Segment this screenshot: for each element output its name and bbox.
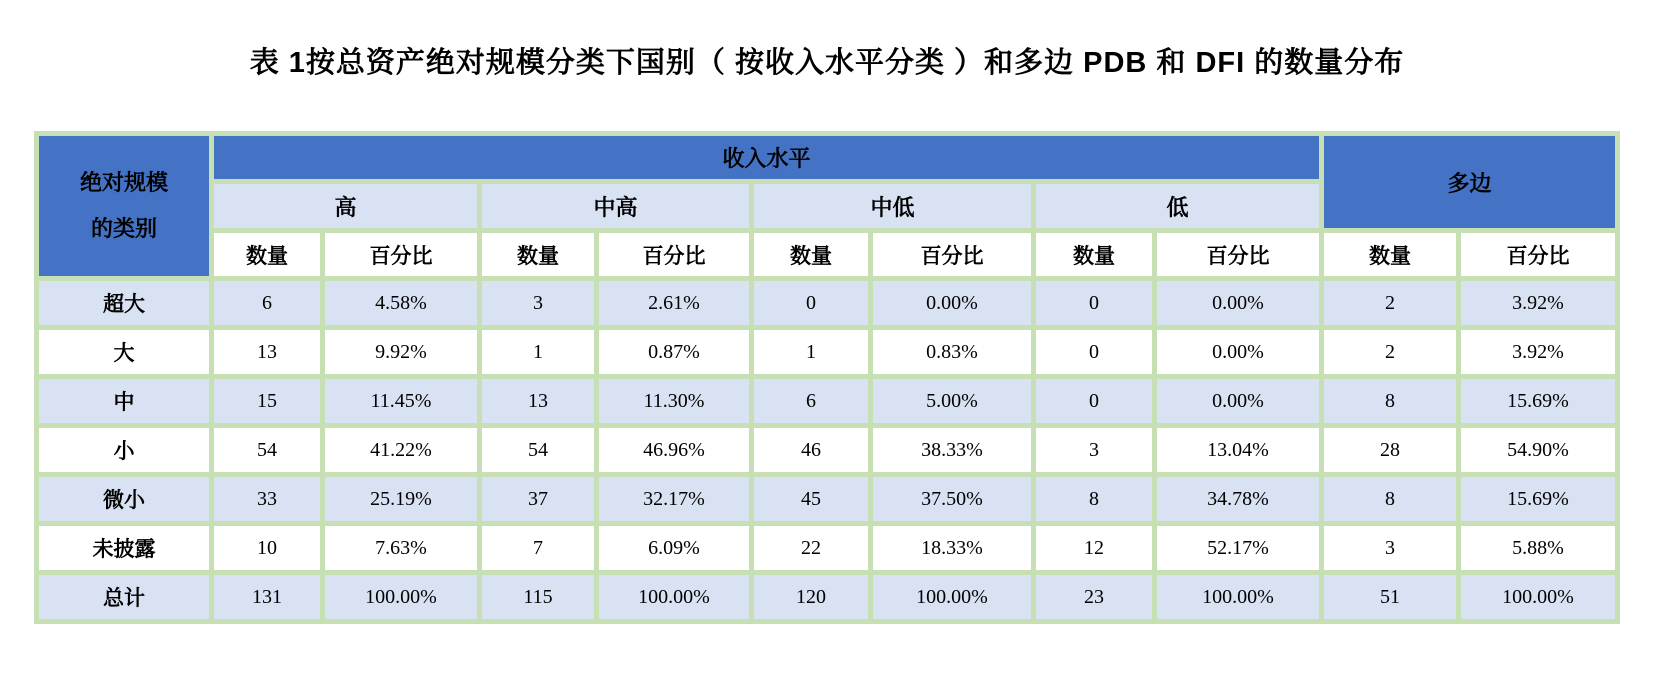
data-cell: 15.69% (1461, 379, 1615, 423)
data-cell: 54 (482, 428, 594, 472)
header-income-low: 低 (1036, 184, 1319, 228)
table-title: 表 1按总资产绝对规模分类下国别（ 按收入水平分类 ）和多边 PDB 和 DFI 的数量分布 (249, 47, 1405, 79)
data-cell: 100.00% (873, 575, 1031, 619)
data-cell: 115 (482, 575, 594, 619)
data-cell: 38.33% (873, 428, 1031, 472)
data-cell: 1 (482, 330, 594, 374)
header-count: 数量 (482, 233, 594, 276)
data-cell: 6 (754, 379, 868, 423)
header-count: 数量 (1324, 233, 1456, 276)
data-cell: 18.33% (873, 526, 1031, 570)
data-cell: 12 (1036, 526, 1152, 570)
data-cell: 10 (214, 526, 320, 570)
data-cell: 3.92% (1461, 330, 1615, 374)
data-cell: 28 (1324, 428, 1456, 472)
row-label: 未披露 (39, 526, 209, 570)
row-label: 总计 (39, 575, 209, 619)
data-cell: 0.00% (873, 281, 1031, 325)
data-cell: 25.19% (325, 477, 477, 521)
header-count: 数量 (214, 233, 320, 276)
data-cell: 13 (482, 379, 594, 423)
data-cell: 46.96% (599, 428, 749, 472)
data-cell: 34.78% (1157, 477, 1319, 521)
header-absolute-size-line2: 的类别 (90, 216, 157, 241)
header-count: 数量 (1036, 233, 1152, 276)
data-cell: 7.63% (325, 526, 477, 570)
row-label: 大 (39, 330, 209, 374)
data-cell: 0.87% (599, 330, 749, 374)
data-cell: 22 (754, 526, 868, 570)
data-cell: 131 (214, 575, 320, 619)
data-cell: 0.00% (1157, 330, 1319, 374)
data-cell: 13.04% (1157, 428, 1319, 472)
data-cell: 46 (754, 428, 868, 472)
data-cell: 100.00% (1157, 575, 1319, 619)
data-cell: 13 (214, 330, 320, 374)
table-row-medium (39, 379, 1615, 423)
data-cell: 3 (1324, 526, 1456, 570)
row-label: 小 (39, 428, 209, 472)
data-cell: 11.30% (599, 379, 749, 423)
table-row-small (39, 428, 1615, 472)
data-cell: 54 (214, 428, 320, 472)
data-cell: 23 (1036, 575, 1152, 619)
data-cell: 0.00% (1157, 281, 1319, 325)
header-percent: 百分比 (873, 233, 1031, 276)
header-count: 数量 (754, 233, 868, 276)
data-cell: 54.90% (1461, 428, 1615, 472)
data-cell: 33 (214, 477, 320, 521)
data-cell: 5.00% (873, 379, 1031, 423)
data-cell: 3.92% (1461, 281, 1615, 325)
data-cell: 51 (1324, 575, 1456, 619)
data-cell: 2 (1324, 281, 1456, 325)
header-income-high: 高 (214, 184, 477, 228)
row-label: 超大 (39, 281, 209, 325)
data-cell: 8 (1036, 477, 1152, 521)
data-cell: 9.92% (325, 330, 477, 374)
data-cell: 52.17% (1157, 526, 1319, 570)
data-cell: 3 (1036, 428, 1152, 472)
header-percent: 百分比 (325, 233, 477, 276)
data-table (34, 131, 1620, 624)
data-cell: 0 (1036, 281, 1152, 325)
table-row-ultra-large (39, 281, 1615, 325)
data-cell: 2 (1324, 330, 1456, 374)
header-absolute-size-line1: 绝对规模 (79, 169, 168, 195)
header-percent: 百分比 (1461, 233, 1615, 276)
data-cell: 15.69% (1461, 477, 1615, 521)
data-cell: 8 (1324, 379, 1456, 423)
data-cell: 0 (1036, 330, 1152, 374)
data-cell: 0 (1036, 379, 1152, 423)
data-cell: 32.17% (599, 477, 749, 521)
data-cell: 3 (482, 281, 594, 325)
header-absolute-size-category (39, 136, 209, 276)
data-cell: 120 (754, 575, 868, 619)
header-percent: 百分比 (1157, 233, 1319, 276)
header-multilateral: 多边 (1324, 136, 1615, 228)
row-label: 微小 (39, 477, 209, 521)
table-row-large (39, 330, 1615, 374)
table-row-total (39, 575, 1615, 619)
data-cell: 11.45% (325, 379, 477, 423)
data-cell: 6 (214, 281, 320, 325)
data-cell: 45 (754, 477, 868, 521)
table-row-micro (39, 477, 1615, 521)
data-cell: 1 (754, 330, 868, 374)
header-income-upper-middle: 中高 (482, 184, 749, 228)
data-cell: 8 (1324, 477, 1456, 521)
header-income-level: 收入水平 (214, 136, 1319, 179)
data-cell: 5.88% (1461, 526, 1615, 570)
data-cell: 2.61% (599, 281, 749, 325)
table-row-undisclosed (39, 526, 1615, 570)
data-cell: 100.00% (325, 575, 477, 619)
data-cell: 7 (482, 526, 594, 570)
data-cell: 0 (754, 281, 868, 325)
data-cell: 37 (482, 477, 594, 521)
data-cell: 0.00% (1157, 379, 1319, 423)
header-income-lower-middle: 中低 (754, 184, 1031, 228)
data-cell: 100.00% (1461, 575, 1615, 619)
row-label: 中 (39, 379, 209, 423)
data-cell: 6.09% (599, 526, 749, 570)
data-cell: 37.50% (873, 477, 1031, 521)
data-cell: 0.83% (873, 330, 1031, 374)
data-cell: 100.00% (599, 575, 749, 619)
header-percent: 百分比 (599, 233, 749, 276)
data-cell: 4.58% (325, 281, 477, 325)
data-cell: 41.22% (325, 428, 477, 472)
data-cell: 15 (214, 379, 320, 423)
